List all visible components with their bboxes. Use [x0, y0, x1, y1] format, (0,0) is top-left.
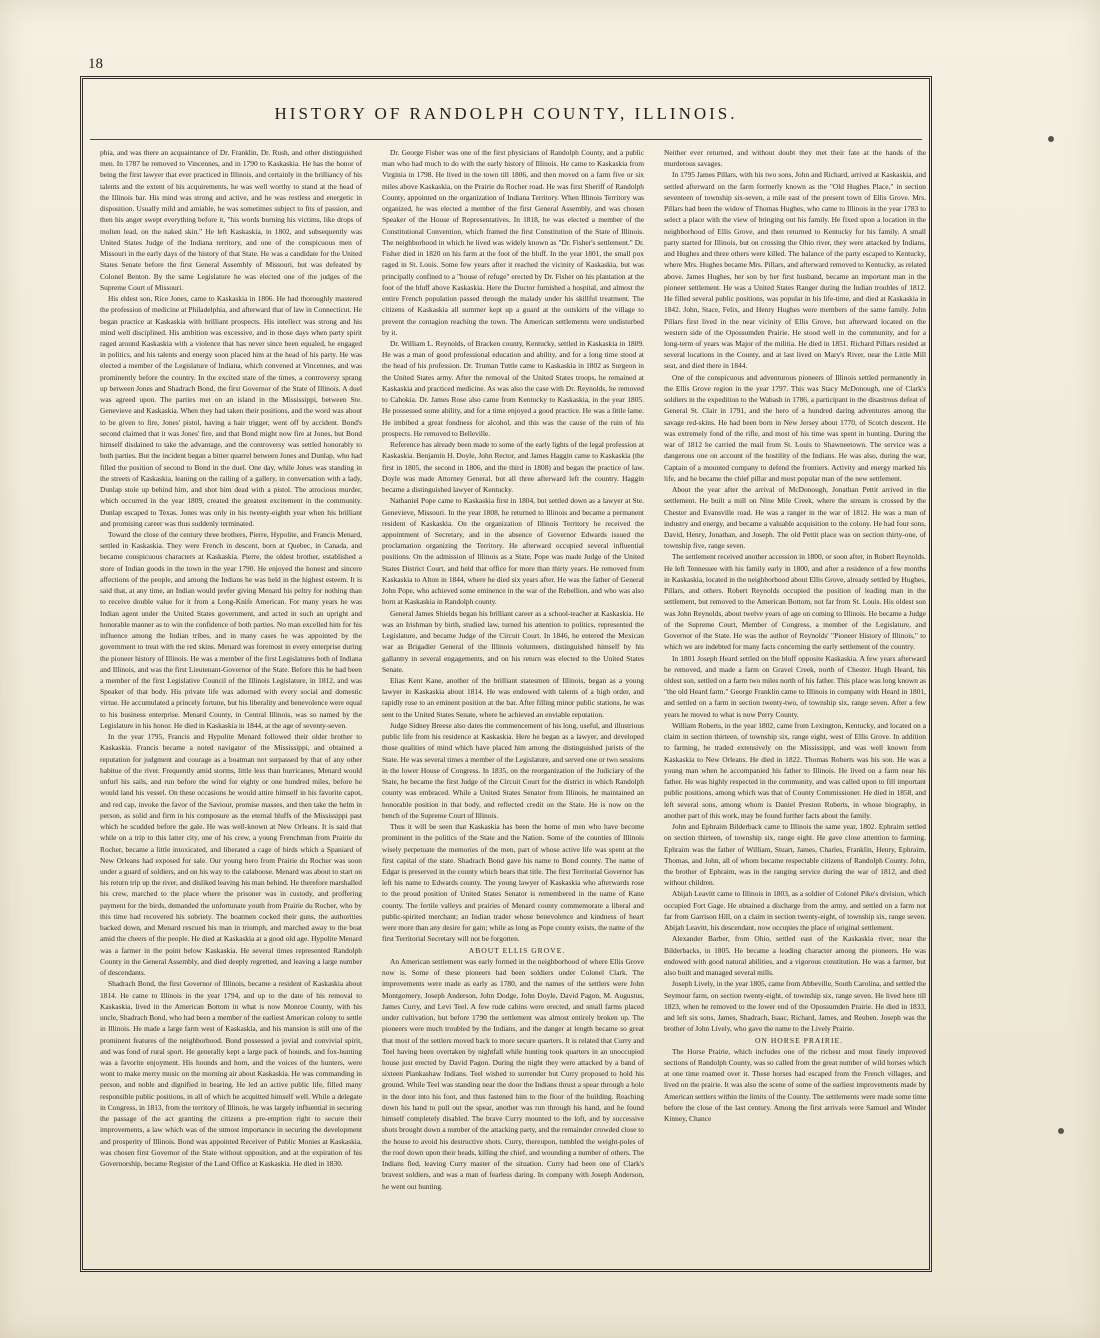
paragraph: Joseph Lively, in the year 1805, came from Abbeville, South Carolina, and settled the Seymour farm, on section twenty-eight, of township six, range seven. He lived here till 1823, when he removed to the lower end of the Opossumden Prairie. He died in 1833, and left six sons, James, Shadrach, Isaac, Richard, James, and Reuben. Joseph was the brother of John Lively, who gave the name to the Lively Prairie. — [664, 979, 926, 1034]
paragraph: One of the conspicuous and adventurous pioneers of Illinois settled permanently in the Ellis Grove region in the year 1797. This was Stacy McDonough, one of Clark's soldiers in the expedition to the Wabash in 1786, a participant in the disastrous defeat of General St. Clair in 1791, and the hero of a hundred daring adventures among the savage red-skins. He had been born in New Jersey about 1770, of Scotch descent. He was extremely fond of the rifle, and most of his time was spent in hunting. During the war of 1812 he carried the mail from St. Louis to Shawneetown. The service was a dangerous one on account of the hostility of the Indians. He was also, during the war, Captain of a mounted company to defend the frontiers. Activity and energy marked his life, and he became the chief pillar and most popular man of the new settlement. — [664, 372, 926, 483]
text-column-2 — [382, 147, 644, 1247]
paragraph: Judge Sidney Breese also dates the commencement of his long, useful, and illustrious public life from his residence at Kaskaskia. Here he began as a lawyer, and developed those qualities of mind which have placed him among the distinguished jurists of the State. He was several times a member of the Legislature, and served one or two sessions in the lower House of Congress. In 1835, on the reorganization of the Judiciary of the State, he became the first Judge of the Circuit Court for the district in which Randolph county was embraced. While a United States Senator from Illinois, he maintained an honorable position in that body, and reflected credit on the State. He is now on the bench of the Supreme Court of Illinois. — [382, 720, 644, 820]
paragraph: In the year 1795, Francis and Hypolite Menard followed their older brother to Kaskaskia. Francis became a noted navigator of the Mississippi, and obtained a reputation for judgment and courage as a boatman not surpassed by that of any other habitue of the river. Frequently amid storms, little less than hurricanes, Menard would unfurl his sails, and run before the wind for eighty or one hundred miles, before he would land his vessel. On these occasions he would attire himself in his favorite capot, and red cap, invoke the favor of the Saviour, promise masses, and then take the helm in person, as solid and firm in his composure as the eternal bluffs of the Mississippi past which he scudded before the gale. He was well-known at New Orleans. It is said that while on a trip to this latter city, one of his crew, a young Frenchman from Prairie du Rocher, became a little intoxicated, and liberated a cage of birds which a Spaniard of New Orleans had exposed for sale. Our young hero from Prairie du Rocher was soon under a guard of soldiers, and on his way to the calaboose. Menard was about to start on his return trip up the river, and disliked leaving his man behind. He therefore marshalled his crew, marched to the place where the prisoner was in custody, and proffering payment for the birds, demanded the unfortunate youth from Prairie du Rocher, who by this time had recovered his sobriety. The boatmen cocked their guns, the authorities backed down, and Menard rescued his man in triumph, and marched away to the boat amid the cheers of the people. He died at Kaskaskia at a good old age. Hypolite Menard was a farmer in the point below Kaskaskia. He several times represented Randolph County in the General Assembly, and died deeply regretted, and leaving a large number of descendants. — [100, 732, 362, 978]
paragraph: General James Shields began his brilliant career as a school-teacher at Kaskaskia. He was an Irishman by birth, studied law, turned his attention to politics, represented the Legislature, and became Judge of the Circuit Court. In 1846, he entered the Mexican war as Brigadier General of the Illinois volunteers, distinguished himself by his gallantry in several engagements, and on his return was elected to the United States Senate. — [382, 608, 644, 674]
paragraph: Abijah Leavitt came to Illinois in 1803, as a soldier of Colonel Pike's division, which occupied Fort Gage. He obtained a discharge from the army, and settled on a farm not far from Garrison Hill, on a claim in section twenty-eight, of township six, range seven. Abijah Leavitt, his descendant, now occupies the place of original settlement. — [664, 889, 926, 933]
paragraph: William Roberts, in the year 1802, came from Lexington, Kentucky, and located on a claim in section thirteen, of township six, range eight, west of Ellis Grove. In addition to farming, he traded extensively on the Mississippi, and was well known from Kaskaskia to New Orleans. He died in 1822. Thomas Roberts was his son. He was a young man when he accompanied his father to Illinois. He lived on a farm near his father. He was highly respected in the community, and was called upon to fill important public positions, among which was that of County Commissioner. He died in 1858, and left several sons, among whom is Daniel Preston Roberts, in whose biography, in another part of this work, may be found further facts about the family. — [664, 720, 926, 820]
paragraph: Neither ever returned, and without doubt they met their fate at the hands of the murderous savages. — [664, 148, 926, 169]
text-column-3 — [664, 147, 926, 1247]
paragraph: His eldest son, Rice Jones, came to Kaskaskia in 1806. He had thoroughly mastered the profession of medicine at Philadelphia, and afterward that of law in Connecticut. He began practice at Kaskaskia with brilliant prospects. His intellect was strong and his mind well disciplined. His ambition was excessive, and in those days when party spirit raged around Kaskaskia with a violence that has never since been equaled, he engaged in politics, and his talents and energy soon placed him at the head of his party. He was elected a member of the Legislature of Indiana, which convened at Vincennes, and was prominently before the country. In the excited state of the times, a controversy sprang up between Jones and Shadrach Bond, the first Governor of the State of Illinois. A duel was agreed upon. The parties met on an island in the Mississippi, between Ste. Genevieve and Kaskaskia. When they had taken their positions, and the word was about to be given to fire, Jones' pistol, having a hair trigger, went off by accident. Bond's second claimed that it was Jones' fire, and that Bond might now fire at Jones, but Bond himself disdained to take the advantage, and the controversy was settled honorably to both parties. But the incident began a bitter quarrel between Jones and Dunlap, who had filled the position of second to Bond in the duel. One day, while Jones was standing in the streets of Kaskaskia, leaning on the railing of a gallery, in conversation with a lady, Dunlap stole up behind him, and shot him dead with a pistol. The atrocious murder, which occurred in the year 1809, created the greatest excitement in the community. Dunlap escaped to Texas. Jones was only in his twenty-eighth year when his brilliant and promising career was thus suddenly terminated. — [100, 294, 362, 528]
text-column-1 — [100, 147, 362, 1247]
paragraph: About the year after the arrival of McDonough, Jonathan Pettit arrived in the settlement. He built a mill on Nine Mile Creek, where the stream is crossed by the Chester and Evansville road. He was a ranger in the war of 1812. He was a man of industry and energy, and became a valuable acquisition to the colony. He had four sons, David, Henry, Jonathan, and Joseph. The old Pettit place was on section thirty-one, of township five, range seven. — [664, 485, 926, 551]
paragraph: In 1801 Joseph Heard settled on the bluff opposite Kaskaskia. A few years afterward he removed, and made a farm on Gravel Creek, north of Chester. Hugh Heard, his oldest son, settled on a farm two miles north of his father. This place was long known as "the old Heard farm." George Franklin came to Illinois in company with Heard in 1801, and settled on a farm in section twenty-two, of township six, range seven. After a few years he moved to what is now Perry County. — [664, 653, 926, 719]
section-heading: ABOUT ELLIS GROVE. — [468, 945, 566, 955]
paragraph: An American settlement was early formed in the neighborhood of where Ellis Grove now is. Some of these pioneers had been soldiers under Colonel Clark. The improvements were made as early as 1780, and the names of the settlers were John Montgomery, Joseph Anderson, John Dodge, John Doyle, David Pagon, M. Augustus, James Curry, and Levi Teel. A few rude cabins were erected, and small farms placed under cultivation, but before 1790 the settlement was almost entirely broken up. The pioneers were much troubled by the Indians, and the danger at length became so great that most of the settlers moved back to more secure quarters. It is related that Curry and Teel having been overtaken by nightfall while hunting took quarters in an unoccupied house just erected by David Pagon. During the night they were attacked by a band of sixteen Piankashaw Indians. Teel wished to surrender but Curry proposed to hold his ground. While Teel was standing near the door the Indians thrust a spear through a hole in the door into his foot, and thus fastened him to the floor of the building. Reaching down his hand to pull out the spear, another was run through his hand, and he found himself completely disabled. The brave Curry mounted to the loft, and by successive shots brought down a number of the attacking party, and the remainder crowded close to the house to avoid his destructive shots. Curry, thereupon, tumbled the weight-poles of the roof down upon their heads, killing the chief, and wounding a number of others. The Indians fled, leaving Curry master of the situation. Curry had been one of Clark's bravest soldiers, and was a man of fearless daring. In company with Joseph Anderson, he went out hunting. — [382, 956, 644, 1191]
paragraph: Shadrach Bond, the first Governor of Illinois, became a resident of Kaskaskia about 1814. He came to Illinois in the year 1794, and up to the date of his removal to Kaskaskia, lived in the American Bottom in what is now Monroe County, with his uncle, Shadrach Bond, who had been a member of the earliest American colony to settle in Illinois. He made a large farm west of Kaskaskia, and his mansion is still one of the prominent features of the neighborhood. Bond possessed a jovial and convivial spirit, and was fond of rural sport. He generally kept a large pack of hounds, and fox-hunting was a favorite enjoyment. His hounds and horn, and the voices of the hunters, were wont to make merry music on the morning air about Kaskaskia. He was commanding in person, and noble and dignified in bearing. He led an active public life, filled many responsible public positions, in all of which he acquitted himself well. While a delegate in Congress, in 1813, from the territory of Illinois, he was largely influential in securing the passage of the act granting the citizens a pre-emption right to secure their improvements, a law which was of the utmost importance in securing the development and prosperity of Illinois. Bond was appointed Receiver of Public Monies at Kaskaskia, was chosen first Governor of the State without opposition, and at the expiration of his Governorship, became Register of the Land Office at Kaskaskia. He died in 1830. — [100, 979, 362, 1169]
paragraph: Nathaniel Pope came to Kaskaskia first in 1804, but settled down as a lawyer at Ste. Genevieve, Missouri. In the year 1808, he returned to Illinois and became a permanent resident of Kaskaskia. On the organization of Illinois Territory he received the appointment of Secretary, and in the absence of Governor Edwards issued the proclamation organizing the Territory. He afterward occupied several influential positions. On the admission of Illinois as a State, Pope was made Judge of the United States District Court, and held that office for more than thirty years. He removed from Kaskaskia to Alton in 1844, where he died six years after. He was the father of General John Pope, who achieved some eminence in the war of the Rebellion, and who was also born at Kaskaskia in Randolph county. — [382, 496, 644, 607]
paragraph: The Horse Prairie, which includes one of the richest and most finely improved sections of Randolph County, was so called from the great number of wild horses which at one time roamed over it. These horses had escaped from the French villages, and lived on the prairie. It was also the scene of some of the earliest improvements made by American settlers within the limits of the County. The settlements were made some time before the close of the last century. Among the first arrivals were Samuel and Winder Kinney, Chance — [664, 1046, 926, 1124]
paragraph: phia, and was there an acquaintance of Dr. Franklin, Dr. Rush, and other distinguished men. In 1787 he removed to Vincennes, and in 1790 to Kaskaskia. He has the honor of being the first lawyer that ever practiced in Illinois, and certainly in the brilliancy of his talents and the extent of his acquirements, he was well worthy to stand at the head of the Illinois bar. His mind was strong and active, and he was restless and energetic in disposition. Usually mild and amiable, he was sometimes subject to fits of passion, and then his anger swept everything before it, "his words burning his victims, like drops of molten lead, on the naked skin." He left Kaskaskia, in 1802, and subsequently was United States Judge of the Indiana territory, and one of the conspicuous men of Missouri in the early days of the history of that State. He was a candidate for the United States Senate before the first General Assembly of Missouri, but was defeated by Colonel Benton. By the same Legislature he was elected one of the judges of the Supreme Court of Missouri. — [100, 148, 362, 292]
title-divider — [90, 139, 922, 140]
paragraph: Reference has already been made to some of the early lights of the legal profession at Kaskaskia. Benjamin H. Doyle, John Rector, and James Haggin came to Kaskaskia (the first in 1805, the second in 1806, and the third in 1808) and began the practice of law. Doyle was made Attorney General, but all three afterward left the country. Haggin became a distinguished lawyer of Kentucky. — [382, 440, 644, 495]
paragraph: John and Ephraim Bilderback came to Illinois the same year, 1802. Ephraim settled on section thirteen, of township six, range eight. He gave close attention to farming. Ephraim was the father of William, Stuart, James, Charles, Franklin, Henry, Ephraim, Thomas, and John, all of whom became respectable citizens of Randolph County. John, the brother of Ephraim, was in the ranging service during the war of 1812, and died without children. — [664, 822, 926, 888]
paragraph: In 1795 James Pillars, with his two sons, John and Richard, arrived at Kaskaskia, and settled afterward on the farm formerly known as the "Old Hughes Place," in section seventeen of township six-seven, a mile east of the present town of Ellis Grove. Mrs. Pillars had been the widow of Thomas Hughes, who came to Illinois in the year 1783 to select a place with the view of bringing out his family. He fixed upon a location in the neighborhood of Ellis Grove, and then returned to Kentucky for his family. A small party started for Illinois, but on crossing the Ohio river, they were attacked by Indians, and Hughes and three others were killed. The balance of the party escaped to Kentucky, where Mrs. Hughes became Mrs. Pillars, and afterward removed to Kentucky, as related above. James Hughes, her son by her first husband, became an important man in the pioneer settlement. He was a United States Ranger during the Indian troubles of 1812. He filled several public positions, was popular in his life-time, and died at Kaskaskia in 1842. John, Stace, Felix, and Henry Hughes were members of the same family. John Pillars first lived in the near vicinity of Ellis Grove, but afterward located on the western side of the Opossumden Prairie. He stood well in the community, and for a long-term of years was Major of the militia. He died in 1851. Richard Pillars resided at several locations in the County, and at last lived on Mary's River, near the Little Mill seat, and died there in 1844. — [664, 170, 926, 371]
paragraph: The settlement received another accession in 1800, or soon after, in Robert Reynolds. He left Tennessee with his family early in 1800, and after a residence of a few months in Kaskaskia, located in the neighborhood about Ellis Grove, already settled by Hughes, Pillars, and others. Robert Reynolds occupied the position of leading man in the settlement, but removed to the American Bottom, not far from St. Louis. His oldest son was John Reynolds, about twelve years of age on coming to Illinois. He became a Judge of the Supreme Court, Member of Congress, a member of the Legislature, and Governor of the State. He was the author of Reynolds' "Pioneer History of Illinois," to which we are indebted for many facts concerning the early settlement of the country. — [664, 552, 926, 652]
paragraph: Dr. George Fisher was one of the first physicians of Randolph County, and a public man who had much to do with the early history of Illinois. He came to Kaskaskia from Virginia in 1798. He lived in the town till 1806, and then moved on a farm five or six miles above Kaskaskia, on the Prairie du Rocher road. He was first Sheriff of Randolph County, appointed on the organization of Indiana Territory. When Illinois Territory was organized, he was elected a member of the first General Assembly, and was chosen Speaker of the House of Representatives. In 1818, he was elected a member of the Constitutional Convention, which framed the first Constitution of the State of Illinois. The neighborhood in which he lived was widely known as "Dr. Fisher's settlement." Dr. Fisher died in 1820 on his farm at the foot of the bluff. In the year 1801, the small pox raged in St. Louis. Some few years after it reached the vicinity of Kaskaskia, but was principally confined to a "house of refuge" erected by Dr. Fisher on his plantation at the foot of the bluff above Kaskaskia. Here the Doctor furnished a hospital, and almost the entire French population passed through the malady under his skillful treatment. The citizens of Kaskaskia all summer kept up a guard at the outskirts of the village to prevent the contagion reaching the town. The American settlements were undisturbed by it. — [382, 148, 644, 337]
paragraph: Dr. William L. Reynolds, of Bracken county, Kentucky, settled in Kaskaskia in 1809. He was a man of good professional education and ability, and for a long time stood at the head of his profession. Dr. Truman Tuttle came to Kaskaskia in 1802 as Surgeon in the United States army. After the removal of the United States troops, he remained at Kaskaskia and practiced medicine. As was also the case with Dr. Reynolds, he removed to Cahokia. Dr. James Rose also came from Kentucky to Kaskaskia, in the year 1805. He possessed some ability, and for a time enjoyed a good practice. He was a little lame. He imbibed a great fondness for alcohol, and this was the cause of the ruin of his prospects. He removed to Belleville. — [382, 338, 644, 438]
section-heading: ON HORSE PRAIRIE. — [754, 1035, 844, 1045]
paragraph: Thus it will be seen that Kaskaskia has been the home of men who have become prominent in the politics of the State and the Nation. Some of the counties of Illinois wisely perpetuate the memories of the men, part of whose active life was spent at the first capital of the state. Shadrach Bond gave his name to Bond county. The name of Edgar is preserved in the county which bears that title. The first Territorial Governor has left his name to Edwards county. The young lawyer of Kaskaskia who afterwards rose to the proud position of United States Senator is remembered in the name of Kane county. The fertile valleys and prairies of Menard county commemorate a liberal and public-spirited merchant; an Indian trader whose benevolence and kindness of heart were more than any desire for gain; while as long as Pope county exists, the name of the first Territorial Secretary will not be forgotten. — [382, 822, 644, 944]
paragraph: Alexander Barber, from Ohio, settled east of the Kaskaskia river, near the Bilderbacks, in 1805. He became a leading character among the pioneers. He was endowed with good natural abilities, and a vigorous constitution. He was a farmer, but also built and managed several mills. — [664, 934, 926, 978]
paragraph: Elias Kent Kane, another of the brilliant statesmen of Illinois, began as a young lawyer in Kaskaskia about 1814. He was endowed with talents of a high order, and rapidly rose to an eminent position at the bar. After filling minor public stations, he was sent to the United States Senate, where he achieved an enviable reputation. — [382, 676, 644, 719]
binding-hole-mark — [1048, 136, 1054, 142]
paragraph: Toward the close of the century three brothers, Pierre, Hypolite, and Francis Menard, settled in Kaskaskia. They were French in descent, born at Quebec, in Canada, and became conspicuous characters at Kaskaskia. Pierre, the oldest brother, established a store of Indian goods in the town in the year 1790. He enjoyed the honest and sincere affections of the people, and among the Indians he was held in the highest esteem. It is said that, at any time, an Indian would prefer giving Menard his peltry for nothing than to receive double value for it from a Long-Knife American. For many years he was Indian agent under the United States government, and acted in such an upright and honorable manner as to win the confidence of both parties. No man excelled him for his influence among the Indian tribes, and in many cases he was appointed by the government to treat with the red skins. Menard was foremost in every enterprise during the pioneer history of Illinois. He was a member of the first Legislatures both of Indiana and Illinois, and was the first Lieutenant-Governor of the State. Before this he had been a member of the first Legislative Council of the Illinois Legislature, in 1812, and was Speaker of that body. His private life was adorned with every social and domestic virtue. He accumulated a princely fortune, but his liberality and benevolence were equal to his business enterprise. Menard County, in Central Illinois, was so named by the Legislature in his honor. He died in Kaskaskia in 1844, at the age of seventy-seven. — [100, 529, 362, 730]
binding-hole-mark — [1058, 1128, 1064, 1134]
page-number: 18 — [88, 56, 103, 72]
page-title: HISTORY OF RANDOLPH COUNTY, ILLINOIS. — [274, 104, 738, 123]
